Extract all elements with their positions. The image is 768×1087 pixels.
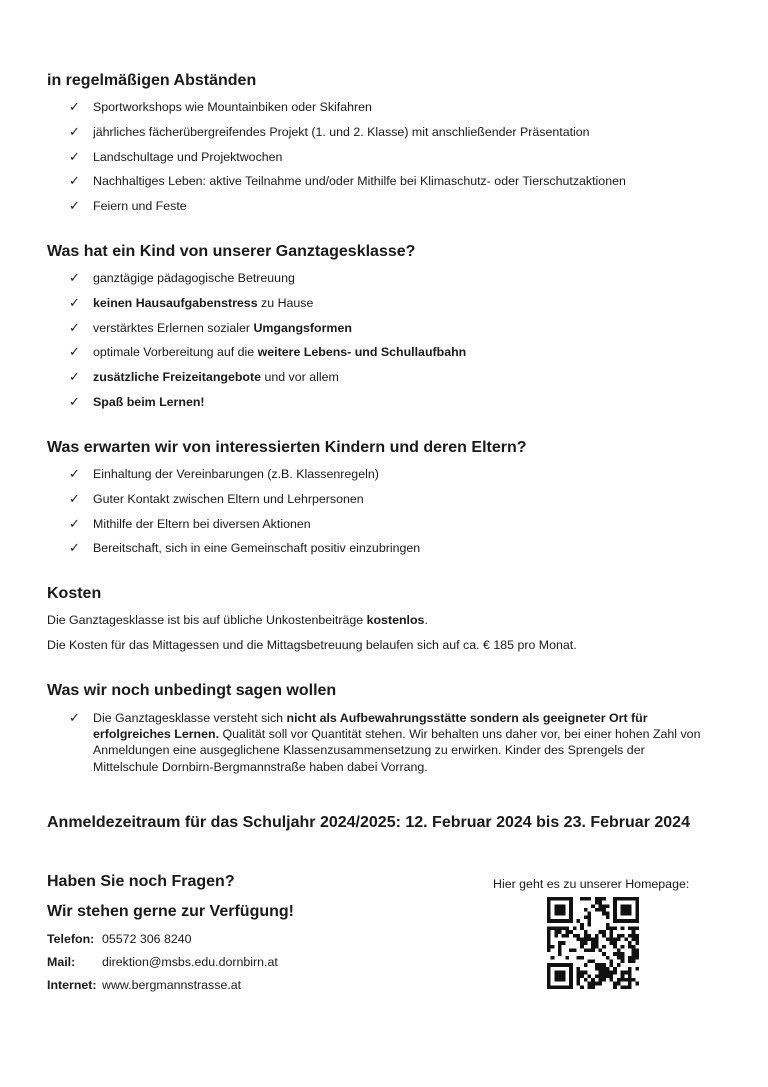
contact-phone-row bbox=[47, 931, 278, 954]
list-item: ✓ Mithilfe der Eltern bei diversen Aktionen bbox=[69, 515, 311, 531]
contact-availability: Wir stehen gerne zur Verfügung! bbox=[47, 903, 294, 920]
list-item: ✓ Guter Kontakt zwischen Eltern und Lehrpersonen bbox=[69, 490, 364, 506]
regular-activities-list bbox=[47, 99, 707, 223]
benefits-list bbox=[47, 270, 707, 419]
check-icon: ✓ bbox=[69, 123, 80, 139]
mail-address[interactable]: direktion@msbs.edu.dornbirn.at bbox=[102, 955, 278, 969]
section-title-expectations: Was erwarten wir von interessierten Kindern und deren Eltern? bbox=[47, 439, 527, 456]
costs-line-1: Die Ganztagesklasse ist bis auf übliche Unkostenbeiträge kostenlos. bbox=[47, 613, 428, 627]
check-icon: ✓ bbox=[69, 393, 80, 409]
list-item: ✓ Landschultage und Projektwochen bbox=[69, 148, 283, 164]
phone-number[interactable]: 05572 306 8240 bbox=[102, 932, 192, 946]
list-item: ✓ zusätzliche Freizeitangebote und vor allem bbox=[69, 369, 339, 385]
list-item: ✓ Die Ganztagesklasse versteht sich nicht als Aufbewahrungsstätte sondern als geeigneter Ort für erfolgreiches Lernen. Qualität soll vor Quantität stehen. Wir behalten uns daher vor, bei einer hohen Zahl von Anmeldungen eine ausgeglichene Klassenzusammensetzung zu erwirken. Kinder des Sprengels der Mittelschule Dornbirn-Bergmannstraße haben dabei Vorrang. bbox=[69, 710, 701, 774]
list-item: ✓ jährliches fächerübergreifendes Projekt (1. und 2. Klasse) mit anschließender Präsentation bbox=[69, 123, 590, 139]
section-title-benefits: Was hat ein Kind von unserer Ganztagesklasse? bbox=[47, 243, 416, 260]
check-icon: ✓ bbox=[69, 515, 80, 531]
list-item: ✓ verstärktes Erlernen sozialer Umgangsformen bbox=[69, 319, 352, 335]
check-icon: ✓ bbox=[69, 369, 80, 385]
list-item: ✓ optimale Vorbereitung auf die weitere Lebens- und Schullaufbahn bbox=[69, 344, 467, 360]
list-item: ✓ ganztägige pädagogische Betreuung bbox=[69, 270, 295, 285]
list-item: ✓ Feiern und Feste bbox=[69, 198, 187, 214]
check-icon: ✓ bbox=[69, 294, 80, 310]
list-item: ✓ Bereitschaft, sich in eine Gemeinschaft positiv einzubringen bbox=[69, 540, 421, 556]
list-item: ✓ keinen Hausaufgabenstress zu Hause bbox=[69, 294, 314, 310]
check-icon: ✓ bbox=[69, 270, 80, 285]
check-icon: ✓ bbox=[69, 710, 80, 725]
contact-mail-row bbox=[47, 954, 278, 977]
section-title-regular: in regelmäßigen Abständen bbox=[47, 72, 257, 89]
check-icon: ✓ bbox=[69, 540, 80, 556]
costs-line-2: Die Kosten für das Mittagessen und die Mittagsbetreuung belaufen sich auf ca. € 185 pro Monat. bbox=[47, 638, 577, 652]
registration-period: Anmeldezeitraum für das Schuljahr 2024/2025: 12. Februar 2024 bis 23. Februar 2024 bbox=[47, 814, 690, 831]
check-icon: ✓ bbox=[69, 344, 80, 360]
expectations-list bbox=[47, 466, 707, 565]
phone-label: Telefon: bbox=[47, 932, 95, 946]
mail-label: Mail: bbox=[47, 955, 76, 969]
check-icon: ✓ bbox=[69, 490, 80, 506]
web-address[interactable]: www.bergmannstrasse.at bbox=[102, 978, 242, 992]
contact-question: Haben Sie noch Fragen? bbox=[47, 873, 235, 890]
qr-code-icon[interactable] bbox=[547, 897, 639, 989]
list-item: ✓ Nachhaltiges Leben: aktive Teilnahme und/oder Mithilfe bei Klimaschutz- oder Tierschutzaktionen bbox=[69, 173, 626, 189]
list-item: ✓ Spaß beim Lernen! bbox=[69, 393, 205, 409]
web-label: Internet: bbox=[47, 978, 97, 992]
check-icon: ✓ bbox=[69, 173, 80, 189]
contact-details bbox=[47, 931, 278, 1000]
check-icon: ✓ bbox=[69, 198, 80, 214]
check-icon: ✓ bbox=[69, 466, 80, 481]
check-icon: ✓ bbox=[69, 99, 80, 114]
list-item: ✓ Sportworkshops wie Mountainbiken oder Skifahren bbox=[69, 99, 372, 114]
contact-web-row bbox=[47, 977, 278, 1000]
qr-caption: Hier geht es zu unserer Homepage: bbox=[493, 877, 690, 891]
section-title-notes: Was wir noch unbedingt sagen wollen bbox=[47, 682, 337, 699]
section-title-costs: Kosten bbox=[47, 585, 102, 602]
notes-list bbox=[47, 710, 707, 784]
check-icon: ✓ bbox=[69, 148, 80, 164]
check-icon: ✓ bbox=[69, 319, 80, 335]
list-item: ✓ Einhaltung der Vereinbarungen (z.B. Klassenregeln) bbox=[69, 466, 379, 481]
